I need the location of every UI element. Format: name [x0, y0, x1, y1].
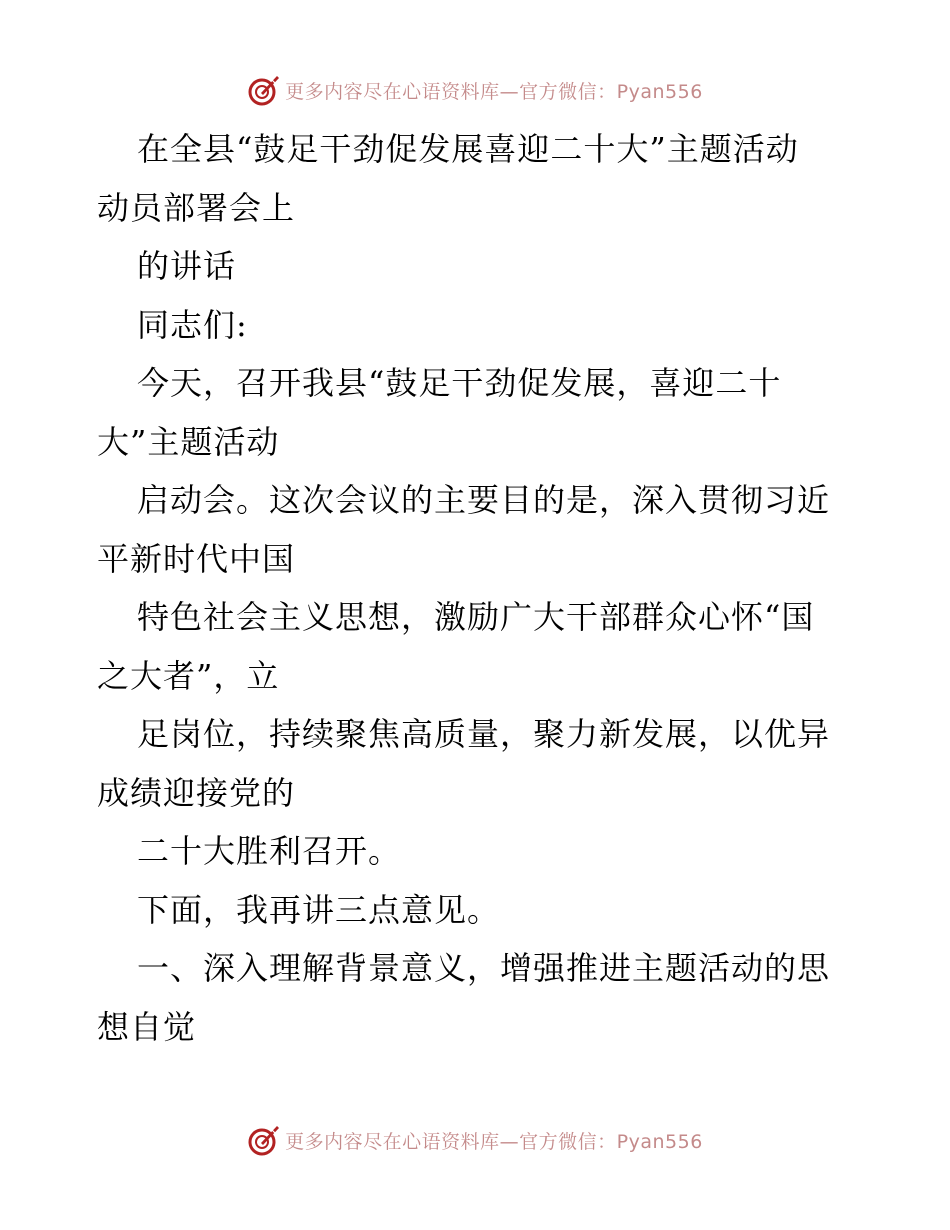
text-line: 大”主题活动	[97, 422, 280, 461]
text-line: 之大者”，立	[97, 656, 280, 695]
text-line: 二十大胜利召开。	[137, 832, 402, 870]
document-body	[97, 120, 857, 1056]
text-line: 同志们:	[137, 305, 248, 344]
quill-logo-icon	[247, 1123, 281, 1157]
text-line: 在全县“鼓足干劲促发展喜迎二十大”主题活动	[137, 130, 799, 168]
text-line: 启动会。这次会议的主要目的是，深入贯彻习近	[137, 481, 831, 519]
text-line: 的讲话	[137, 247, 237, 285]
footer-watermark	[0, 1120, 950, 1160]
text-line: 足岗位，持续聚焦高质量，聚力新发展，以优异	[137, 715, 831, 753]
text-line: 今天，召开我县“鼓足干劲促发展，喜迎二十	[137, 364, 782, 402]
text-line: 成绩迎接党的	[97, 773, 296, 812]
text-line: 特色社会主义思想，激励广大干部群众心怀“国	[137, 598, 815, 636]
quill-logo-icon	[247, 73, 281, 107]
text-line: 下面，我再讲三点意见。	[137, 890, 501, 929]
text-line: 平新时代中国	[97, 539, 296, 578]
watermark-text: 更多内容尽在心语资料库—官方微信：Pyan556	[285, 1130, 703, 1153]
header-watermark	[0, 70, 950, 110]
text-line: 想自觉	[97, 1007, 197, 1046]
text-line: 一、深入理解背景意义，增强推进主题活动的思	[137, 949, 831, 987]
text-line: 动员部署会上	[97, 188, 296, 227]
watermark-text: 更多内容尽在心语资料库—官方微信：Pyan556	[285, 80, 703, 103]
